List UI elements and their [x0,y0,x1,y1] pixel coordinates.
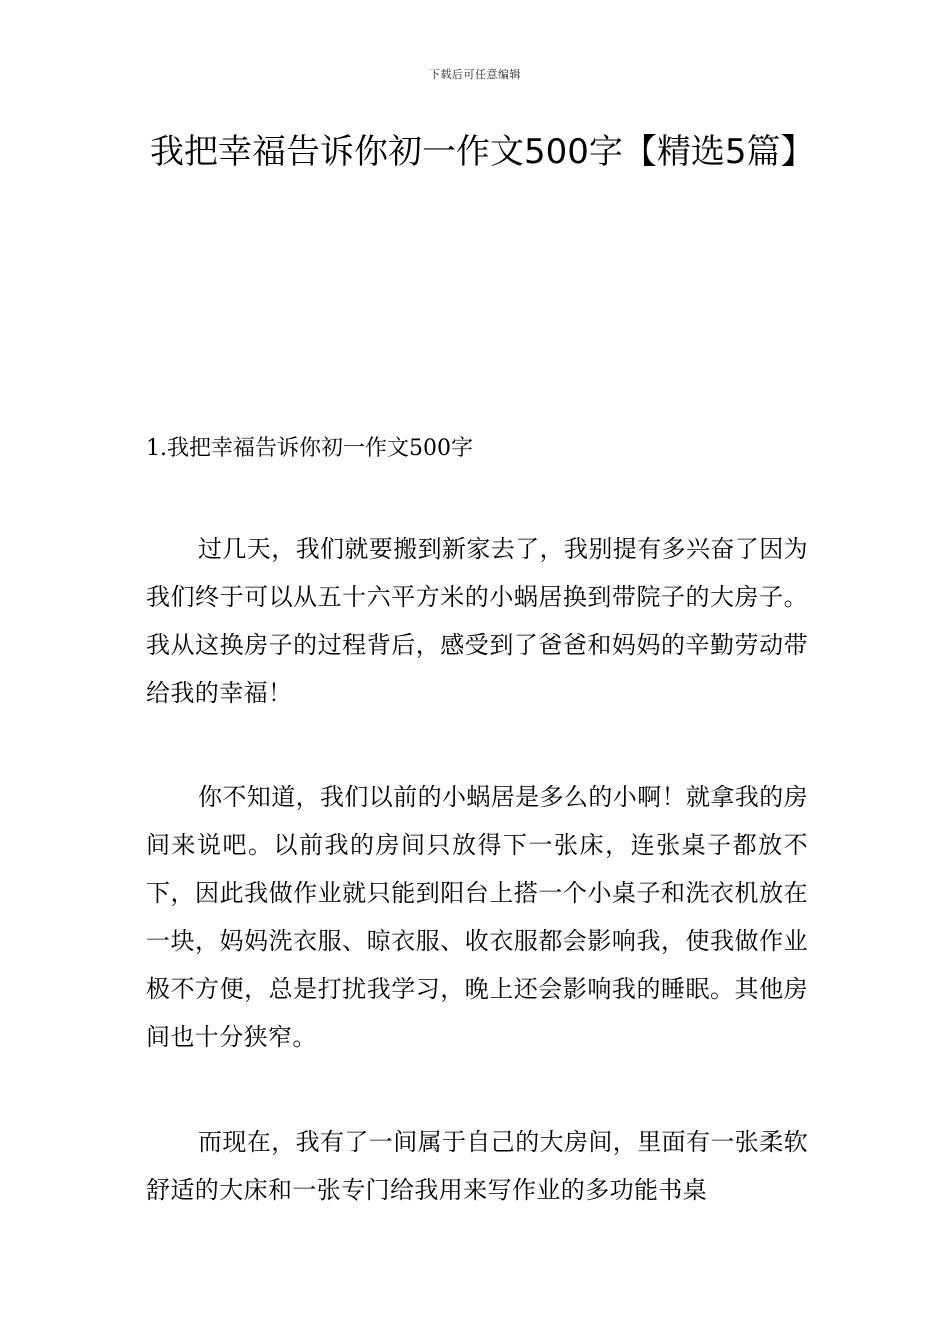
document-title: 我把幸福告诉你初一作文500字【精选5篇】 [150,132,815,172]
section-heading: 1.我把幸福告诉你初一作文500字 [146,436,473,461]
paragraph-1: 过几天，我们就要搬到新家去了，我别提有多兴奋了因为我们终于可以从五十六平方米的小蜗居换到带院子的大房子。我从这换房子的过程背后，感受到了爸爸和妈妈的辛勤劳动带给我的幸福！ [146,535,808,707]
paragraph-3: 而现在，我有了一间属于自己的大房间，里面有一张柔软舒适的大床和一张专门给我用来写作业的多功能书桌 [146,1128,808,1204]
header-note: 下载后可任意编辑 [429,68,521,81]
paragraph-2: 你不知道，我们以前的小蜗居是多么的小啊！就拿我的房间来说吧。以前我的房间只放得下一张床，连张桌子都放不下，因此我做作业就只能到阳台上搭一个小桌子和洗衣机放在一块，妈妈洗衣服、晾衣服、收衣服都会影响我，使我做作业极不方便，总是打扰我学习，晚上还会影响我的睡眠。其他房间也十分狭窄。 [146,783,808,1051]
